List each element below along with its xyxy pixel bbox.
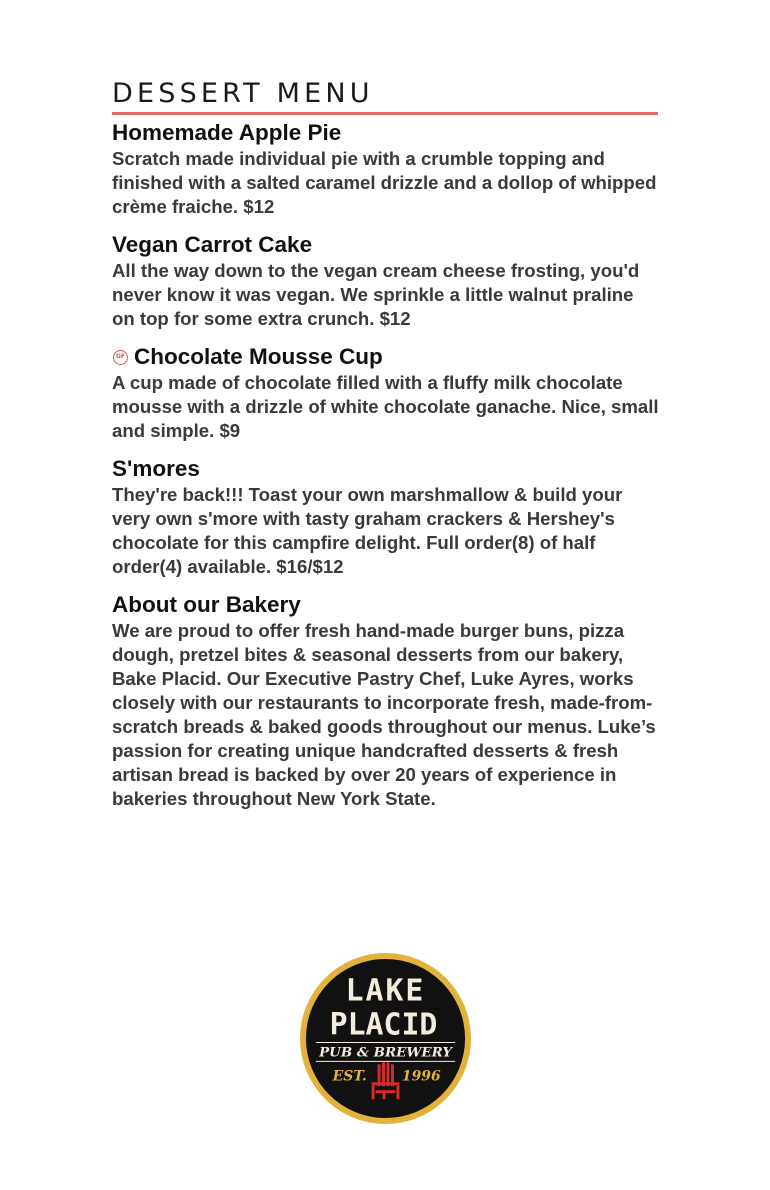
logo-line-placid: PLACID [329,1007,438,1043]
menu-item-heading: Chocolate Mousse Cup [134,344,383,369]
logo-est: EST. [332,1068,367,1085]
menu-item-description: They're back!!! Toast your own marshmallow & build your very own s'more with tasty graham crackers & Hershey's chocolate for this campfire delight. Full order(8) of half order(4) available. $16/$12 [112,484,623,577]
about-bakery-section [112,591,660,811]
menu-item-description: A cup made of chocolate filled with a fluffy milk chocolate mousse with a drizzle of white chocolate ganache. Nice, small and simple. $9 [112,372,659,441]
menu-item-heading: Homemade Apple Pie [112,120,342,145]
menu-item-heading: S'mores [112,456,200,481]
menu-item-description: Scratch made individual pie with a crumble topping and finished with a salted caramel drizzle and a dollop of whipped crème fraiche. $12 [112,148,657,217]
menu-item-heading: Vegan Carrot Cake [112,232,313,257]
lake-placid-logo [298,951,473,1126]
menu-item-apple-pie [112,119,660,219]
logo-year: 1996 [401,1068,441,1085]
gluten-free-icon [113,350,128,365]
title-divider [112,112,658,115]
menu-item-heading-row [112,343,660,371]
menu-item-mousse-cup [112,343,660,443]
logo-line-lake: LAKE [345,973,426,1009]
menu-item-carrot-cake [112,231,660,331]
logo-badge [298,951,473,1126]
gluten-free-badge-text: GF [115,353,126,360]
menu-title: DESSERT MENU [112,78,374,109]
menu-item-smores [112,455,660,579]
logo-line-pub-brewery: PUB & BREWERY [319,1044,452,1061]
menu-item-description: All the way down to the vegan cream cheese frosting, you'd never know it was vegan. We sprinkle a little walnut praline on top for some extra crunch. $12 [112,260,640,329]
about-bakery-text: We are proud to offer fresh hand-made burger buns, pizza dough, pretzel bites & seasonal desserts from our bakery, Bake Placid. Our Executive Pastry Chef, Luke Ayres, works closely with our restaurants to incorporate fresh, made-from-scratch breads & baked goods throughout our menus. Luke’s passion for creating unique handcrafted desserts & fresh artisan bread is backed by over 20 years of experience in bakeries throughout New York State. [112,620,656,809]
about-bakery-heading: About our Bakery [112,592,301,617]
dessert-menu-page [112,78,660,811]
